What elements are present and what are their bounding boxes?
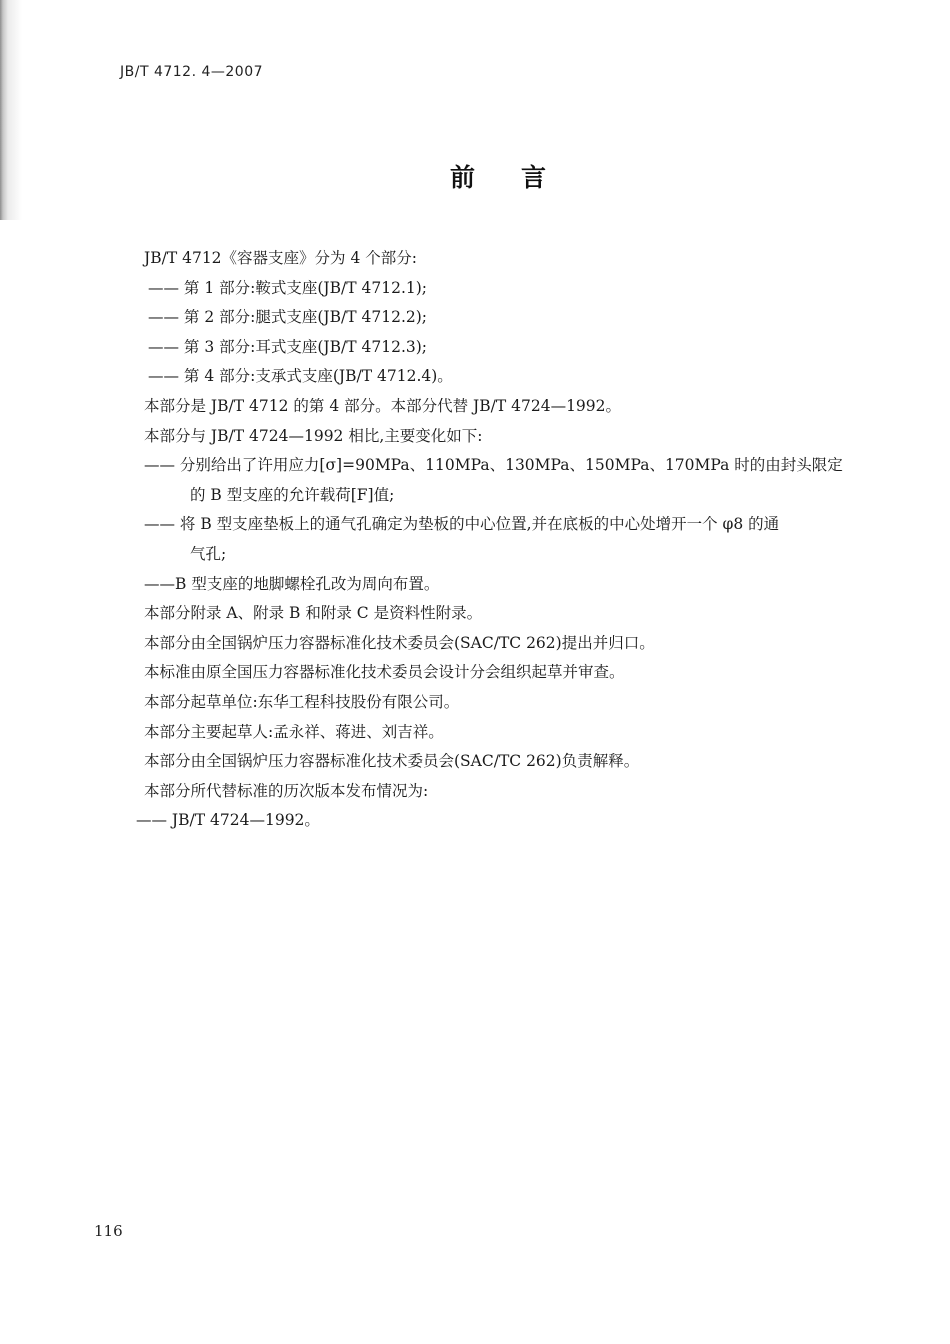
paragraph-line: 本部分主要起草人:孟永祥、蒋进、刘吉祥。 bbox=[144, 722, 444, 741]
list-item: —— 第 4 部分:支承式支座(JB/T 4712.4)。 bbox=[148, 367, 453, 386]
foreword-body bbox=[136, 244, 904, 836]
paragraph-line: 本部分由全国锅炉压力容器标准化技术委员会(SAC/TC 262)提出并归口。 bbox=[144, 633, 655, 652]
list-item: —— 第 2 部分:腿式支座(JB/T 4712.2); bbox=[148, 308, 428, 327]
page-number: 116 bbox=[94, 1222, 123, 1240]
paragraph-line: 本部分是 JB/T 4712 的第 4 部分。本部分代替 JB/T 4724—1992。 bbox=[144, 396, 622, 415]
list-item: —— 分别给出了许用应力[σ]=90MPa、110MPa、130MPa、150MPa、170MPa 时的由封头限定 bbox=[144, 456, 843, 475]
list-item-continuation: 的 B 型支座的允许载荷[F]值; bbox=[190, 485, 395, 504]
paragraph-line: 本标准由原全国压力容器标准化技术委员会设计分会组织起草并审查。 bbox=[144, 663, 625, 682]
document-code: JB/T 4712. 4—2007 bbox=[120, 64, 264, 80]
paragraph-line: 本部分起草单位:东华工程科技股份有限公司。 bbox=[144, 692, 460, 711]
page-title: 前言 bbox=[450, 163, 593, 192]
paragraph-line: JB/T 4712《容器支座》分为 4 个部分: bbox=[144, 249, 417, 267]
paragraph-line: 本部分与 JB/T 4724—1992 相比,主要变化如下: bbox=[144, 426, 483, 445]
list-item: ——B 型支座的地脚螺栓孔改为周向布置。 bbox=[144, 574, 440, 593]
paragraph-line: 本部分所代替标准的历次版本发布情况为: bbox=[144, 781, 429, 800]
paragraph-line: 本部分附录 A、附录 B 和附录 C 是资料性附录。 bbox=[144, 604, 483, 623]
scan-edge-shadow bbox=[0, 0, 22, 220]
list-item-continuation: 气孔; bbox=[190, 544, 227, 563]
list-item: —— 将 B 型支座垫板上的通气孔确定为垫板的中心位置,并在底板的中心处增开一个 φ8 的通 bbox=[144, 515, 780, 534]
paragraph-line: 本部分由全国锅炉压力容器标准化技术委员会(SAC/TC 262)负责解释。 bbox=[144, 752, 640, 771]
list-item: —— JB/T 4724—1992。 bbox=[136, 811, 320, 830]
list-item: —— 第 1 部分:鞍式支座(JB/T 4712.1); bbox=[148, 278, 428, 297]
list-item: —— 第 3 部分:耳式支座(JB/T 4712.3); bbox=[148, 337, 428, 356]
